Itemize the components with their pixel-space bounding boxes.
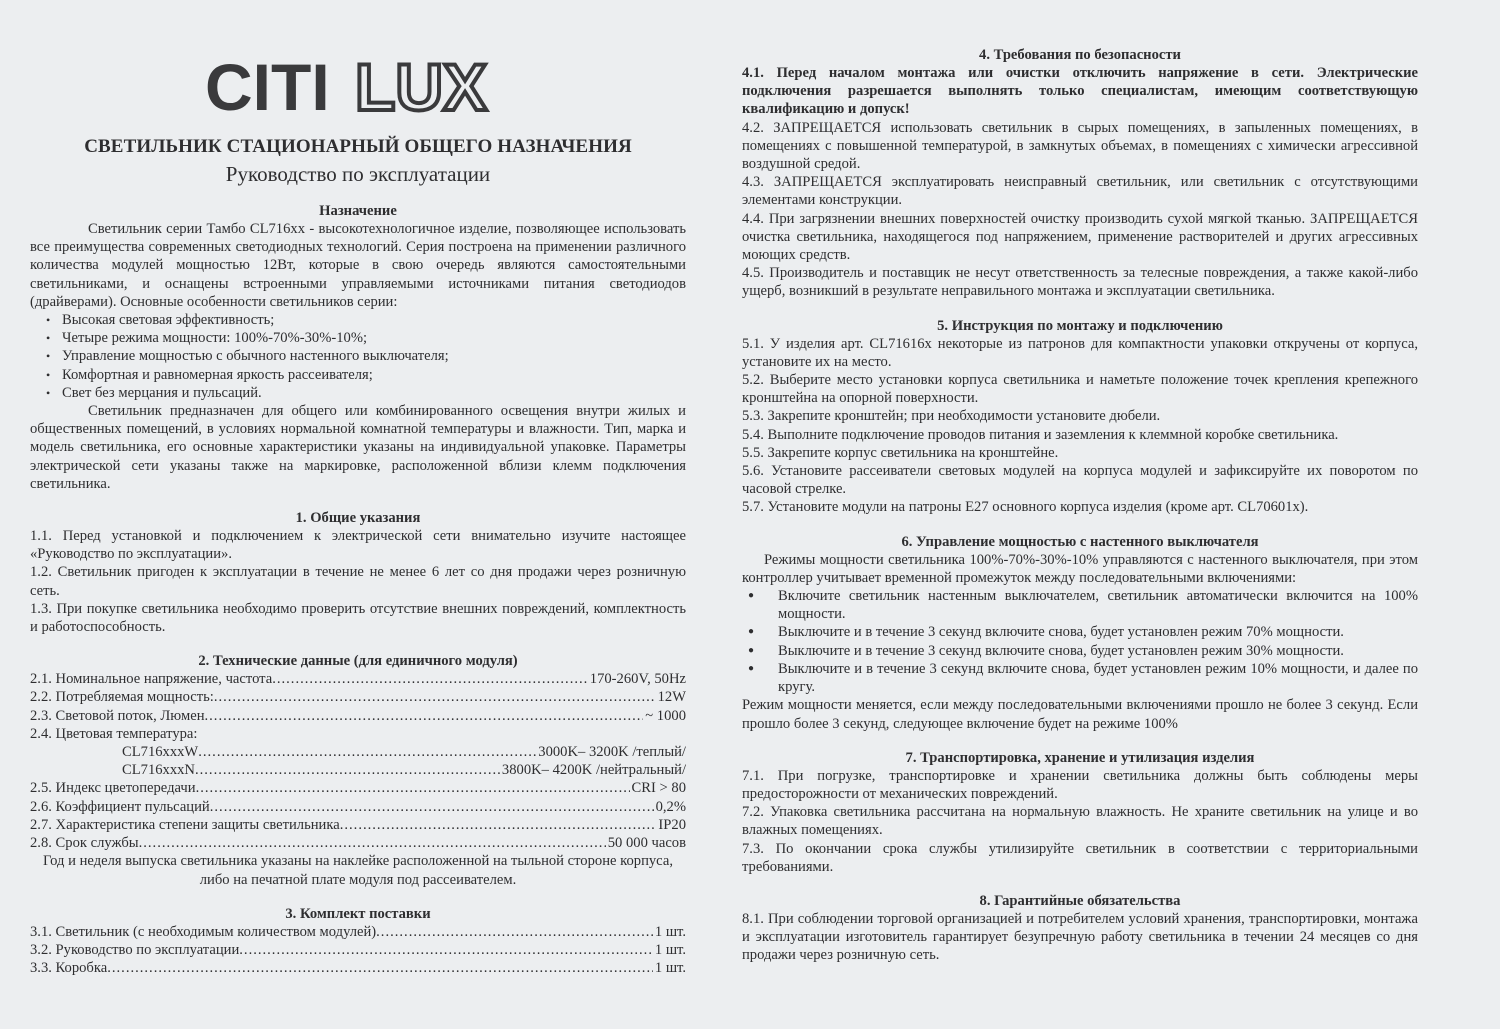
paragraph: 4.1. Перед началом монтажа или очистки отключить напряжение в сети. Электрические подключения разрешается выполнять только специалистам, имеющим соответствующую квалификацию и допуск!	[742, 65, 1418, 118]
spec-value: ~ 1000	[645, 707, 686, 724]
paragraph: 5.3. Закрепите кронштейн; при необходимости установите дюбели.	[742, 408, 1161, 425]
spec-value: 3000K– 3200K /теплый/	[538, 744, 686, 761]
spec-row	[30, 707, 686, 725]
section-heading: 5. Инструкция по монтажу и подключению	[937, 317, 1223, 334]
section-install	[742, 317, 1418, 517]
section-heading: 2. Технические данные (для единичного модуля)	[198, 653, 518, 670]
kit-value: 1 шт.	[654, 941, 686, 958]
paragraph: Режим мощности меняется, если между последовательными включениями прошло не более 3 секунд. Если прошло более 3 секунд, следующее включение будет на режиме 100%	[742, 697, 1418, 732]
paragraph: 5.6. Установите рассеиватели световых модулей на корпуса модулей и зафиксируйте их поворотом по часовой стрелке.	[742, 463, 1418, 498]
section-heading: 4. Требования по безопасности	[979, 47, 1181, 63]
spec-row	[30, 761, 686, 779]
section-general	[30, 509, 686, 636]
section-heading: Назначение	[319, 203, 397, 219]
spec-row	[30, 798, 686, 816]
spec-label: 2.7. Характеристика степени защиты светильника	[30, 816, 340, 833]
paragraph: Год и неделя выпуска светильника указаны на наклейке расположенной на тыльной стороне корпуса, либо на печатной плате модуля под рассеивателем.	[43, 853, 673, 888]
section-transport	[742, 749, 1418, 876]
paragraph: 7.2. Упаковка светильника рассчитана на нормальную влажность. Не храните светильник на улице и во влажных помещениях.	[742, 804, 1418, 839]
spec-value: IP20	[658, 816, 686, 833]
spec-row	[30, 743, 686, 761]
spec-label: 2.2. Потребляемая мощность:	[30, 689, 214, 706]
spec-label: 2.1. Номинальное напряжение, частота	[30, 671, 273, 688]
spec-value: 12W	[657, 689, 686, 706]
spec-value: CRI > 80	[631, 780, 686, 797]
paragraph: 1.3. При покупке светильника необходимо проверить отсутствие внешних повреждений, комплектность и работоспособность.	[30, 600, 686, 636]
spec-row	[30, 816, 686, 834]
paragraph: Светильник предназначен для общего или комбинированного освещения внутри жилых и общественных помещений, в условиях нормальной комнатной температуры и влажности. Тип, марка и модель светильника, его основные характеристики указаны на индивидуальной упаковке. Параметры электрической сети указаны также на маркировке, расположенной вблизи клемм подключения светильника.	[30, 403, 686, 492]
paragraph: 1.1. Перед установкой и подключением к электрической сети внимательно изучите настоящее «Руководство по эксплуатации».	[30, 528, 686, 563]
spec-label: 2.8. Срок службы	[30, 835, 139, 852]
section-heading: 1. Общие указания	[295, 510, 421, 527]
section-warranty	[742, 892, 1418, 965]
paragraph: Светильник серии Тамбо CL716xx - высокотехнологичное изделие, позволяющее использовать все преимущества современных светодиодных технологий. Серия построена на применении различного количества модулей мощностью 12Вт, которые в свою очередь являются самостоятельными светильниками, и оснащены встроенными управляемыми источниками питания светодиодов (драйверами). Основные особенности светильников серии:	[30, 221, 686, 310]
section-heading: 6. Управление мощностью с настенного выключателя	[901, 533, 1259, 550]
spec-label: CL716xxxN	[122, 762, 195, 779]
paragraph: 5.2. Выберите место установки корпуса светильника и наметьте положение точек крепления крепежного кронштейна на опорной поверхности.	[742, 372, 1418, 407]
list-item: • Высокая световая эффективность;	[30, 311, 686, 329]
kit-label: 3.1. Светильник (с необходимым количеством модулей)	[30, 923, 377, 940]
kit-value: 1 шт.	[654, 923, 686, 940]
section-heading: 7. Транспортировка, хранение и утилизация изделия	[905, 749, 1255, 766]
section-heading: 8. Гарантийные обязательства	[979, 892, 1181, 909]
list-item: • Управление мощностью с обычного настенного выключателя;	[30, 347, 686, 365]
spec-value: 3800K– 4200K /нейтральный/	[501, 762, 686, 779]
spec-row	[30, 670, 686, 688]
section-tech	[30, 652, 686, 888]
document-title: СВЕТИЛЬНИК СТАЦИОНАРНЫЙ ОБЩЕГО НАЗНАЧЕНИЯ	[84, 136, 632, 157]
paragraph: 4.3. ЗАПРЕЩАЕТСЯ эксплуатировать неисправный светильник, или светильник с отсутствующими элементами конструкции.	[742, 174, 1418, 209]
list-item: ● Выключите и в течение 3 секунд включите снова, будет установлен режим 10% мощности, и далее по кругу.	[742, 660, 1418, 696]
kit-label: 3.2. Руководство по эксплуатации	[30, 941, 240, 958]
spec-value: 170-260V, 50Hz	[589, 671, 686, 688]
left-column	[30, 52, 686, 977]
kit-value: 1 шт.	[654, 960, 686, 977]
section-purpose	[30, 202, 686, 493]
paragraph: 4.4. При загрязнении внешних поверхностей очистку производить сухой мягкой тканью. ЗАПРЕЩАЕТСЯ очистка светильника, находящегося под напряжением, применение растворителей и других агрессивных моющих средств.	[742, 210, 1418, 264]
list-item: ● Выключите и в течение 3 секунд включите снова, будет установлен режим 70% мощности.	[742, 623, 1418, 641]
document-subtitle: Руководство по эксплуатации	[225, 162, 491, 186]
feature-list	[30, 311, 686, 402]
steps-list	[742, 587, 1418, 696]
list-item: • Четыре режима мощности: 100%-70%-30%-10%;	[30, 329, 686, 347]
list-item: ● Выключите и в течение 3 секунд включите снова, будет установлен режим 30% мощности.	[742, 642, 1418, 660]
kit-row	[30, 959, 686, 977]
spec-value: 50 000 часов	[607, 835, 686, 852]
section-safety	[742, 46, 1418, 301]
spec-label: CL716xxxW	[122, 744, 199, 761]
section-heading: 3. Комплект поставки	[285, 905, 431, 922]
kit-row	[30, 941, 686, 959]
list-item: • Свет без мерцания и пульсаций.	[30, 384, 686, 402]
paragraph: Режимы мощности светильника 100%-70%-30%-10% управляются с настенного выключателя, при этом контроллер учитывает временной промежуток между последовательными включениями:	[742, 551, 1418, 586]
list-item: ● Включите светильник настенным выключателем, светильник автоматически включится на 100% мощности.	[742, 587, 1418, 623]
citilux-logo	[205, 52, 505, 124]
paragraph: 4.5. Производитель и поставщик не несут ответственность за телесные повреждения, а также какой-либо ущерб, возникший в результате неправильного монтажа и эксплуатации светильника.	[742, 265, 1418, 300]
spec-label: 2.3. Световой поток, Люмен	[30, 707, 205, 724]
spec-label: 2.5. Индекс цветопередачи	[30, 780, 196, 797]
list-item: • Комфортная и равномерная яркость рассеивателя;	[30, 366, 686, 384]
paragraph: 5.4. Выполните подключение проводов питания и заземления к клеммной коробке светильника.	[742, 426, 1339, 443]
logo-text-lux: LUX	[355, 52, 487, 124]
paragraph: 7.3. По окончании срока службы утилизируйте светильник в соответствии с территориальными требованиями.	[742, 840, 1418, 875]
paragraph: 7.1. При погрузке, транспортировке и хранении светильника должны быть соблюдены меры предосторожности от механических повреждений.	[742, 767, 1418, 802]
paragraph: 8.1. При соблюдении торговой организацией и потребителем условий хранения, транспортировки, монтажа и эксплуатации изготовитель гарантирует безупречную работу светильника в течении 24 месяцев со дня продажи через розничную сеть.	[742, 910, 1418, 964]
spec-label: 2.6. Коэффициент пульсаций	[30, 798, 210, 815]
spec-row	[30, 834, 686, 852]
spec-label: 2.4. Цветовая температура:	[30, 725, 198, 742]
logo-text-citi: CITI	[205, 52, 330, 124]
paragraph: 1.2. Светильник пригоден к эксплуатации в течение не менее 6 лет со дня продажи через розничную сеть.	[30, 564, 686, 599]
spec-row	[30, 688, 686, 706]
paragraph: 4.2. ЗАПРЕЩАЕТСЯ использовать светильник в сырых помещениях, в запыленных помещениях, в помещениях с повышенной температурой, в замкнутых объемах, в помещениях с химически агрессивной воздушной средой.	[742, 119, 1418, 173]
section-kit	[30, 905, 686, 978]
kit-row	[30, 923, 686, 941]
paragraph: 5.5. Закрепите корпус светильника на кронштейне.	[742, 444, 1059, 461]
spec-value: 0,2%	[655, 798, 686, 815]
section-power	[742, 533, 1418, 733]
right-column	[742, 46, 1418, 965]
paragraph: 5.1. У изделия арт. CL71616x некоторые из патронов для компактности упаковки откручены от корпуса, установите их на место.	[742, 335, 1418, 370]
kit-label: 3.3. Коробка	[30, 960, 108, 977]
spec-row	[30, 779, 686, 797]
paragraph: 5.7. Установите модули на патроны E27 основного корпуса изделия (кроме арт. CL70601x).	[742, 499, 1309, 516]
